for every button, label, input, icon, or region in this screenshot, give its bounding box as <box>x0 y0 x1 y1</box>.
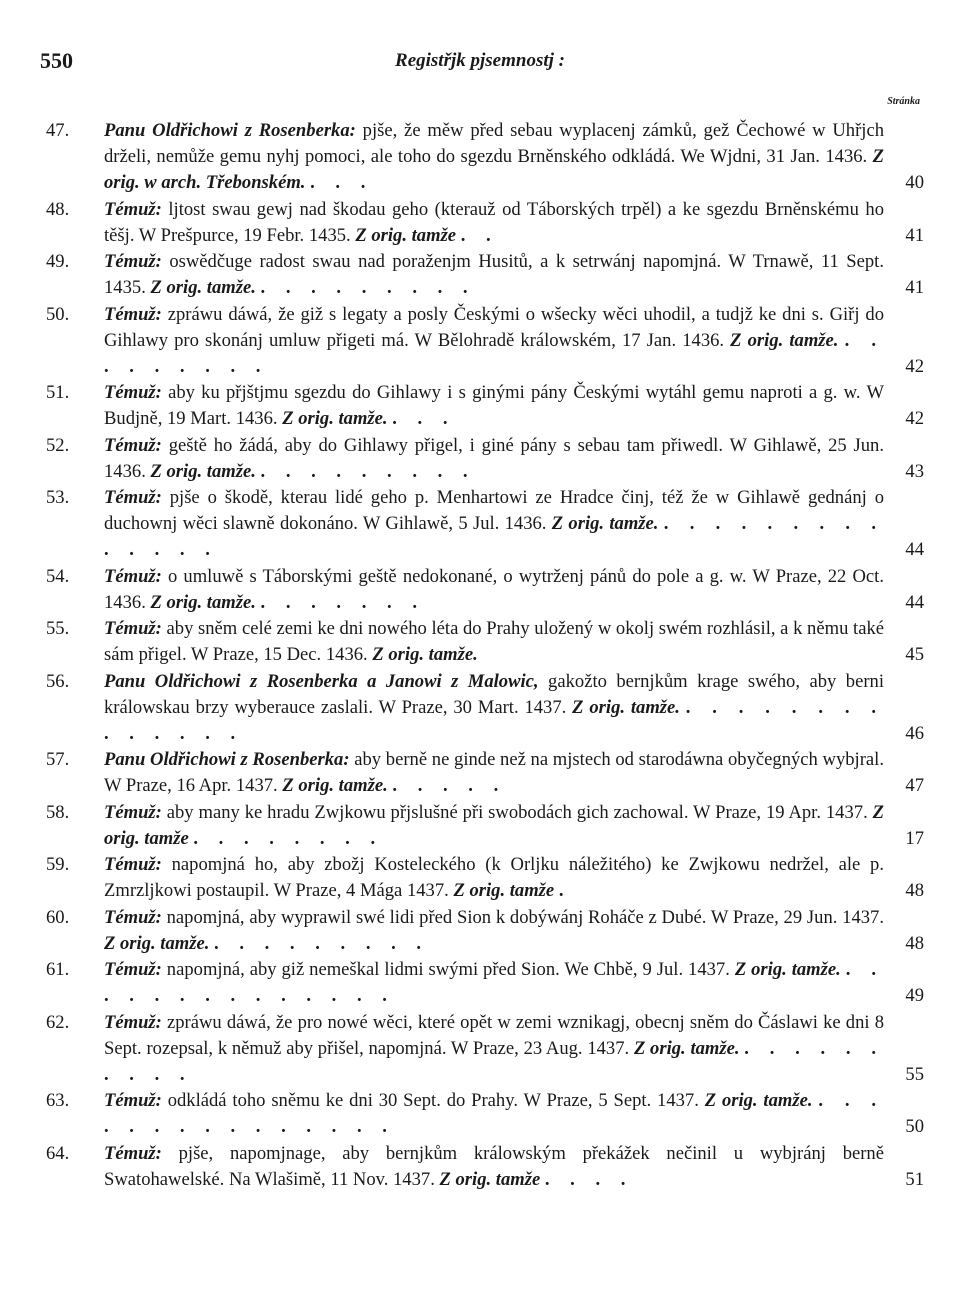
entry-addressee: Témuž: <box>104 801 162 823</box>
entry-number: 48. <box>46 198 70 220</box>
entry-leader-dots: . . . <box>392 408 456 429</box>
entry-number: 55. <box>46 618 70 639</box>
entry-leader-dots: . . . . . . . . . <box>104 329 884 377</box>
entry-source: Z orig. tamže. <box>104 932 210 954</box>
entry-number: 51. <box>46 382 70 403</box>
entry-body: oswědčuge radost swau nad poraženjm Husitů, a k setrwánj napomjná. W Trnawě, 11 Sept. 1435. <box>104 251 884 298</box>
entry-source: Z orig. tamže <box>104 801 884 849</box>
entry-page-reference: 44 <box>905 591 924 613</box>
register-entry <box>46 1141 924 1193</box>
entry-leader-dots: . . . . . . . . . <box>260 277 476 298</box>
entry-text <box>104 852 884 904</box>
entry-addressee: Témuž: <box>104 959 162 980</box>
entry-source: Z orig. tamže. <box>734 959 841 980</box>
entry-leader-dots: . . . . . . . . . . <box>104 1037 884 1085</box>
entry-text <box>104 197 884 249</box>
entry-addressee: Témuž: <box>104 854 162 875</box>
entry-addressee: Témuž: <box>104 1011 162 1033</box>
entry-body: napomjná ho, aby zbožj Kosteleckého (k Orljku náležitého) ke Zwjkowu nedržel, ale p. Zmrzljkowi postaupil. W Praze, 4 Mága 1437. <box>104 854 884 901</box>
register-entry <box>46 302 924 380</box>
register-entry <box>46 433 924 485</box>
entry-body: odkládá toho sněmu ke dni 30 Sept. do Prahy. W Praze, 5 Sept. 1437. <box>167 1090 699 1111</box>
register-entry <box>46 197 924 249</box>
entry-body: napomjná, aby wyprawil swé lidi před Sion k dobýwánj Roháče z Dubé. W Praze, 29 Jun. 1437. <box>166 906 884 928</box>
entry-number: 54. <box>46 565 70 587</box>
entry-addressee: Témuž: <box>104 487 162 508</box>
entry-text <box>104 1088 884 1140</box>
entry-text <box>104 433 884 485</box>
entry-text <box>104 302 884 380</box>
entry-source: Z orig. tamže. <box>282 775 388 796</box>
entry-source: Z orig. tamže. <box>372 644 478 665</box>
entry-body: zpráwu dáwá, že giž s legaty a posly Českými o wšecky wěci uhodil, a tudjž ke dni s. Giřj do Gihlawy pro skonánj umluw přigeti má. W Bělohradě králowském, 17 Jan. 1436. <box>104 303 884 351</box>
entry-source: Z orig. tamže <box>355 224 457 246</box>
entry-page-reference: 40 <box>905 172 924 193</box>
entry-page-reference: 47 <box>905 775 924 796</box>
entry-source: Z orig. tamže. <box>551 513 659 534</box>
entry-body: napomjná, aby giž nemeškal lidmi swými před Sion. We Chbě, 9 Jul. 1437. <box>166 959 730 980</box>
entry-leader-dots: . . . . . . . . . <box>214 932 430 954</box>
entry-addressee: Panu Oldřichowi z Rosenberka: <box>104 120 356 141</box>
register-entry <box>46 747 924 799</box>
entry-leader-dots: . . . . . . . <box>260 591 425 613</box>
register-entry <box>46 1010 924 1088</box>
entry-page-reference: 49 <box>905 985 924 1006</box>
entry-text <box>104 485 884 563</box>
entry-body: ljtost swau gewj nad škodau geho (kterauž od Táborských trpěl) a ke sgezdu Brněnskému ho těšj. W Prešpurce, 19 Febr. 1435. <box>104 198 884 246</box>
entry-leader-dots: . . . . . <box>392 775 507 796</box>
entry-body: geště ho žádá, aby do Gihlawy přigel, i giné pány s sebau tam přiwedl. W Gihlawě, 25 Jun. 1436. <box>104 434 884 482</box>
entry-source: Z orig. tamže <box>453 880 555 901</box>
entry-page-reference: 45 <box>905 644 924 665</box>
entry-text <box>104 249 884 301</box>
entry-leader-dots: . . . . . . . . . . . . . . <box>104 959 884 1006</box>
entry-number: 59. <box>46 854 70 875</box>
entry-page-reference: 42 <box>905 355 924 377</box>
entry-body: aby ku přjštjmu sgezdu do Gihlawy i s ginými pány Českými wytáhl gemu naproti a g. w. W Budjně, 19 Mart. 1436. <box>104 382 884 429</box>
entry-page-reference: 51 <box>905 1168 924 1190</box>
entry-number: 60. <box>46 906 70 928</box>
entry-body: aby many ke hradu Zwjkowu přjslušné při swobodách gich zachowal. W Praze, 19 Apr. 1437. <box>166 801 868 823</box>
entry-addressee: Témuž: <box>104 251 162 272</box>
entry-page-reference: 48 <box>905 932 924 954</box>
register-entry <box>46 852 924 904</box>
register-entry <box>46 669 924 747</box>
entry-page-reference: 55 <box>905 1063 924 1085</box>
entry-addressee: Témuž: <box>104 198 162 220</box>
register-entries <box>46 118 924 1193</box>
entry-number: 58. <box>46 801 70 823</box>
entry-body: aby sněm celé zemi ke dni nowého léta do Prahy uložený w okolj swém rozhlásil, a k němu také sám přigel. W Praze, 15 Dec. 1436. <box>104 618 884 665</box>
entry-leader-dots: . . . . . . . . . . . . . . <box>104 696 884 744</box>
entry-leader-dots: . . . . . . . . . . . . . . <box>104 513 884 560</box>
entry-leader-dots: . <box>558 880 572 901</box>
entry-page-reference: 43 <box>905 460 924 482</box>
register-entry <box>46 800 924 852</box>
entry-text <box>104 616 884 668</box>
entry-text <box>104 800 884 852</box>
page-number: 550 <box>40 48 73 73</box>
entry-body: pjše o škodě, kterau lidé geho p. Menhartowi ze Hradce činj, též že w Gihlawě gednánj o duchownj wěci slawně dokonáno. W Gihlawě, 5 Jul. 1436. <box>104 487 884 534</box>
entry-body: o umluwě s Táborskými geště nedokonané, o wytrženj pánů do pole a g. w. W Praze, 22 Oct. 1436. <box>104 565 884 613</box>
register-entry <box>46 380 924 432</box>
entry-body: aby berně ne ginde než na mjstech od starodáwna obyčegných wybjral. W Praze, 16 Apr. 1437. <box>104 749 884 796</box>
register-entry <box>46 249 924 301</box>
page-column-label: Stránka <box>887 96 920 107</box>
entry-body: pjše, napomjnage, aby bernjkům králowským překážek nečinil u wybjránj berně Swatohawelské. Na Wlašimě, 11 Nov. 1437. <box>104 1142 884 1190</box>
entry-addressee: Témuž: <box>104 906 162 928</box>
entry-text <box>104 747 884 799</box>
running-head <box>40 48 920 76</box>
entry-addressee: Panu Oldřichowi z Rosenberka: <box>104 749 350 770</box>
entry-page-reference: 42 <box>905 408 924 429</box>
entry-source: Z orig. tamže. <box>150 277 256 298</box>
entry-number: 61. <box>46 959 70 980</box>
entry-source: Z orig. tamže <box>439 1168 541 1190</box>
entry-source: Z orig. tamže. <box>572 696 680 718</box>
entry-text <box>104 1141 884 1193</box>
entry-addressee: Témuž: <box>104 1142 162 1164</box>
entry-page-reference: 41 <box>905 277 924 298</box>
entry-page-reference: 44 <box>905 539 924 560</box>
entry-leader-dots: . . . <box>310 172 374 193</box>
entry-text <box>104 564 884 616</box>
entry-leader-dots: . . . . . . . . <box>193 827 384 849</box>
register-entry <box>46 485 924 563</box>
entry-body: pjše, že měw před sebau wyplacenj zámků, gež Čechowé w Uhřjch drželi, nemůže gemu nyhj pomoci, ale toho do sgezdu Brněnského odkládá. We Wjdni, 31 Jan. 1436. <box>104 120 884 167</box>
entry-number: 53. <box>46 487 70 508</box>
entry-number: 56. <box>46 670 70 692</box>
entry-addressee: Témuž: <box>104 565 162 587</box>
entry-text <box>104 380 884 432</box>
entry-addressee: Témuž: <box>104 618 162 639</box>
entry-addressee: Témuž: <box>104 382 162 403</box>
entry-addressee: Témuž: <box>104 1090 162 1111</box>
entry-leader-dots: . . . . . . . . . . . . . . . <box>104 1090 884 1137</box>
entry-page-reference: 17 <box>905 827 924 849</box>
entry-source: Z orig. tamže. <box>282 408 388 429</box>
register-entry <box>46 118 924 196</box>
entry-text <box>104 118 884 196</box>
entry-addressee: Panu Oldřichowi z Rosenberka a Janowi z Malowic, <box>104 670 539 692</box>
entry-page-reference: 46 <box>905 722 924 744</box>
entry-text <box>104 669 884 747</box>
entry-body: zpráwu dáwá, že pro nowé wěci, které opět w zemi wznikagj, obecnj sněm do Čáslawi ke dni 8 Sept. rozepsal, k němuž aby přišel, napomjná. W Praze, 23 Aug. 1437. <box>104 1011 884 1059</box>
entry-source: Z orig. w arch. Třebonském. <box>104 146 884 193</box>
entry-number: 49. <box>46 251 70 272</box>
entry-number: 52. <box>46 434 70 456</box>
entry-text <box>104 905 884 957</box>
register-entry <box>46 905 924 957</box>
running-title: Registřjk pjsemnostj : <box>395 50 565 71</box>
entry-page-reference: 41 <box>905 224 924 246</box>
entry-number: 64. <box>46 1142 70 1164</box>
entry-number: 57. <box>46 749 70 770</box>
register-entry <box>46 564 924 616</box>
entry-source: Z orig. tamže. <box>150 591 256 613</box>
entry-leader-dots: . . . . <box>544 1168 634 1190</box>
entry-number: 63. <box>46 1090 70 1111</box>
entry-body: gakožto bernjkům krage swého, aby berni králowskau brzy wyberauce zaslali. W Praze, 30 Mart. 1437. <box>104 670 884 718</box>
entry-source: Z orig. tamže. <box>633 1037 740 1059</box>
entry-leader-dots: . . <box>460 224 499 246</box>
entry-addressee: Témuž: <box>104 303 162 325</box>
entry-text <box>104 957 884 1009</box>
entry-number: 47. <box>46 120 70 141</box>
entry-page-reference: 48 <box>905 880 924 901</box>
entry-number: 50. <box>46 303 70 325</box>
entry-page-reference: 50 <box>905 1116 924 1137</box>
entry-text <box>104 1010 884 1088</box>
entry-leader-dots: . . . . . . . . . <box>260 460 476 482</box>
register-entry <box>46 616 924 668</box>
entry-source: Z orig. tamže. <box>704 1090 813 1111</box>
register-entry <box>46 1088 924 1140</box>
entry-number: 62. <box>46 1011 70 1033</box>
register-entry <box>46 957 924 1009</box>
entry-source: Z orig. tamže. <box>150 460 256 482</box>
entry-addressee: Témuž: <box>104 434 162 456</box>
entry-source: Z orig. tamže. <box>730 329 839 351</box>
